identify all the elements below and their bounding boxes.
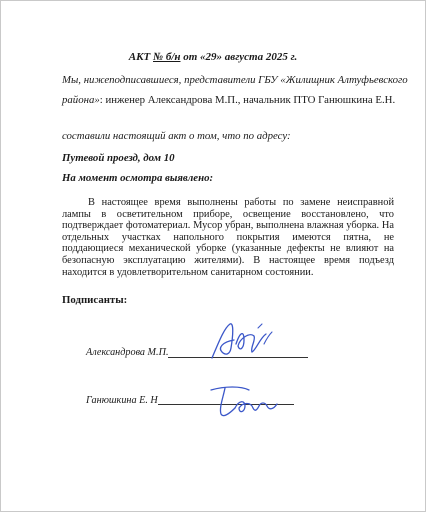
intro-line-2-rest: : инженер Александрова М.П., начальник ПТО Ганюшкина Е.Н.	[99, 94, 396, 106]
act-title	[0, 51, 426, 63]
inspection-body-text: В настоящее время выполнены работы по замене неисправной лампы в осветительном приборе, освещение восстановлено, что подтверждает фотоматериал. Мусор убран, выполнена влажная уборка. На отдельных участках напольного покрытия имеются пятна, не поддающиеся механической уборке (указанные дефекты не влияют на безопасную эксплуатацию жителями). В настоящее время подъезд находится в удовлетворительном санитарном состоянии.	[62, 197, 394, 278]
signature-1-image	[200, 314, 280, 364]
act-number: № б/н	[153, 51, 181, 63]
intro-line-2-italic: района»	[62, 94, 100, 106]
signer-1-name: Александрова М.П.	[86, 347, 169, 358]
signer-2-name: Ганюшкина Е. Н	[86, 395, 158, 406]
signature-2-image	[205, 380, 285, 420]
compiled-line: составили настоящий акт о том, что по адресу:	[62, 130, 291, 142]
found-heading: На момент осмотра выявлено:	[62, 172, 214, 184]
intro-line-1: Мы, нижеподписавшиеся, представители ГБУ «Жилищник Алтуфьевского	[62, 74, 408, 86]
address: Путевой проезд, дом 10	[62, 152, 175, 164]
signatories-heading: Подписанты:	[62, 294, 128, 306]
title-prefix: АКТ	[128, 51, 154, 63]
intro-line-2	[62, 94, 395, 106]
act-date: от «29» августа 2025 г.	[180, 51, 298, 63]
